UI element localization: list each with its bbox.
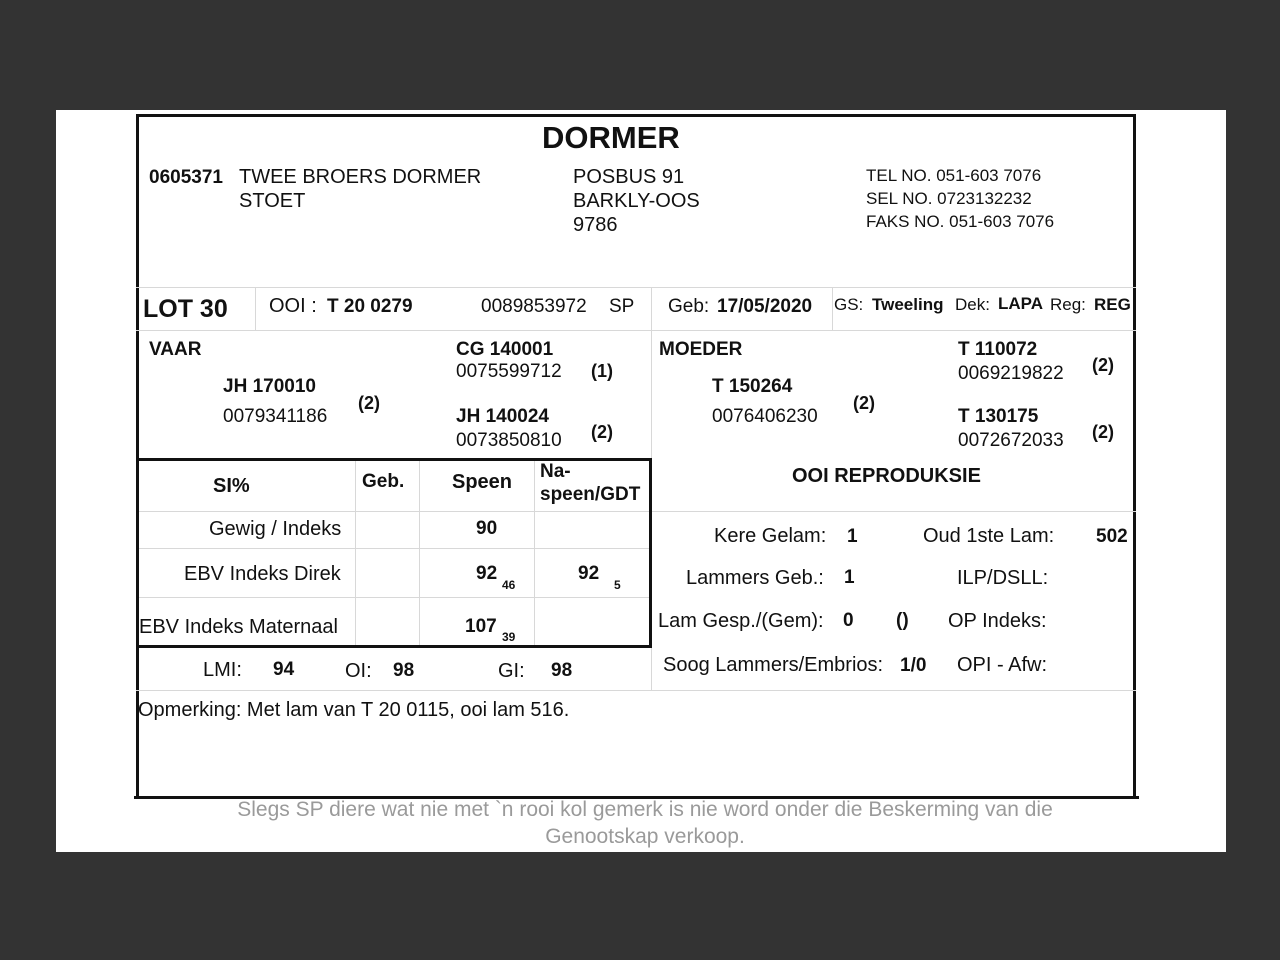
divider — [136, 330, 1136, 331]
dam-dam-name: T 130175 — [958, 406, 1039, 427]
divider — [139, 597, 649, 598]
sire-dam-grade: (2) — [591, 422, 613, 442]
speen-header: Speen — [452, 471, 513, 493]
divider — [139, 511, 649, 512]
disclaimer-line: Genootskap verkoop. — [545, 825, 745, 848]
sire-sire-id: 0075599712 — [456, 361, 562, 382]
birth-date: 17/05/2020 — [717, 296, 813, 317]
oud-value: 502 — [1096, 526, 1128, 547]
row-label: EBV Indeks Maternaal — [139, 616, 338, 638]
address-line: POSBUS 91 — [573, 166, 685, 188]
speen-accuracy: 46 — [502, 578, 516, 592]
dam-label: MOEDER — [659, 339, 743, 360]
soog-value: 1/0 — [900, 655, 927, 676]
lammers-label: Lammers Geb.: — [686, 567, 824, 589]
reg-label: Reg: — [1050, 295, 1086, 314]
speen-accuracy: 39 — [502, 630, 516, 644]
breeder-id: 0605371 — [149, 167, 223, 188]
lammers-value: 1 — [844, 567, 855, 588]
oud-label: Oud 1ste Lam: — [923, 525, 1055, 547]
divider — [139, 548, 649, 549]
row-label: Gewig / Indeks — [209, 518, 342, 540]
dam-sire-id: 0069219822 — [958, 363, 1064, 384]
naspeen-header-line2: speen/GDT — [540, 484, 641, 505]
dam-dam-id: 0072672033 — [958, 430, 1064, 451]
birth-label: Geb: — [668, 296, 710, 317]
opi-label: OPI - Afw: — [957, 654, 1048, 676]
kere-value: 1 — [847, 526, 858, 547]
sire-id: 0079341186 — [223, 406, 328, 427]
si-header: SI% — [213, 475, 250, 497]
lmi-label: LMI: — [203, 659, 242, 681]
dam-id: 0076406230 — [712, 406, 818, 427]
ilp-label: ILP/DSLL: — [957, 567, 1049, 589]
gs-value: Tweeling — [872, 295, 944, 314]
sire-name: JH 170010 — [223, 376, 316, 397]
oi-value: 98 — [393, 660, 415, 681]
sire-sire-name: CG 140001 — [456, 339, 554, 360]
divider — [534, 461, 535, 645]
oi-label: OI: — [345, 660, 372, 682]
fax-number: FAKS NO. 051-603 7076 — [866, 212, 1055, 231]
divider — [652, 511, 1136, 512]
tel-number: TEL NO. 051-603 7076 — [866, 166, 1042, 185]
ooi-label: OOI : — [269, 295, 317, 317]
lamgesp-average: () — [896, 610, 909, 631]
lot-number: LOT 30 — [143, 295, 228, 323]
dam-grade: (2) — [853, 393, 875, 413]
dam-sire-name: T 110072 — [958, 339, 1038, 360]
breeder-name-line2: STOET — [239, 190, 306, 212]
postal-code: 9786 — [573, 214, 618, 236]
naspeen-header: Na- — [540, 461, 571, 482]
divider — [255, 288, 256, 330]
gi-label: GI: — [498, 660, 525, 682]
animal-id: 0089853972 — [481, 296, 587, 317]
dek-label: Dek: — [955, 295, 990, 314]
dam-dam-grade: (2) — [1092, 422, 1114, 442]
kere-label: Kere Gelam: — [714, 525, 827, 547]
lamgesp-label: Lam Gesp./(Gem): — [658, 610, 824, 632]
ooi-value: T 20 0279 — [327, 296, 413, 317]
gs-label: GS: — [834, 295, 864, 314]
divider — [832, 288, 833, 330]
dam-sire-grade: (2) — [1092, 355, 1114, 375]
reg-value: REG — [1094, 295, 1131, 314]
op-label: OP Indeks: — [948, 610, 1047, 632]
sire-dam-name: JH 140024 — [456, 406, 549, 427]
breeder-name: TWEE BROERS DORMER — [239, 166, 482, 188]
reproduction-title: OOI REPRODUKSIE — [792, 465, 981, 487]
geb-header: Geb. — [362, 471, 405, 492]
cell-number: SEL NO. 0723132232 — [866, 189, 1032, 208]
row-label: EBV Indeks Direk — [184, 563, 341, 585]
sire-grade: (2) — [358, 393, 380, 413]
disclaimer-line: Slegs SP diere wat nie met `n rooi kol gemerk is nie word onder die Beskerming van die — [237, 798, 1053, 821]
sire-sire-grade: (1) — [591, 361, 613, 381]
lmi-value: 94 — [273, 659, 295, 680]
speen-value: 107 — [465, 616, 497, 637]
dam-name: T 150264 — [712, 376, 793, 397]
breed-title: DORMER — [542, 120, 680, 155]
dek-value: LAPA — [998, 294, 1044, 313]
status-badge: SP — [609, 296, 635, 317]
remark: Opmerking: Met lam van T 20 0115, ooi lam 516. — [138, 699, 570, 721]
divider — [419, 461, 420, 645]
naspeen-value: 92 — [578, 563, 600, 584]
soog-label: Soog Lammers/Embrios: — [663, 654, 884, 676]
address-line: BARKLY-OOS — [573, 190, 700, 212]
gi-value: 98 — [551, 660, 573, 681]
speen-value: 92 — [476, 563, 498, 584]
naspeen-accuracy: 5 — [614, 578, 621, 592]
divider — [355, 461, 356, 645]
sire-label: VAAR — [149, 339, 202, 360]
speen-value: 90 — [476, 518, 498, 539]
divider — [136, 690, 1136, 691]
divider — [136, 287, 1136, 288]
lamgesp-value: 0 — [843, 610, 854, 631]
sire-dam-id: 0073850810 — [456, 430, 562, 451]
